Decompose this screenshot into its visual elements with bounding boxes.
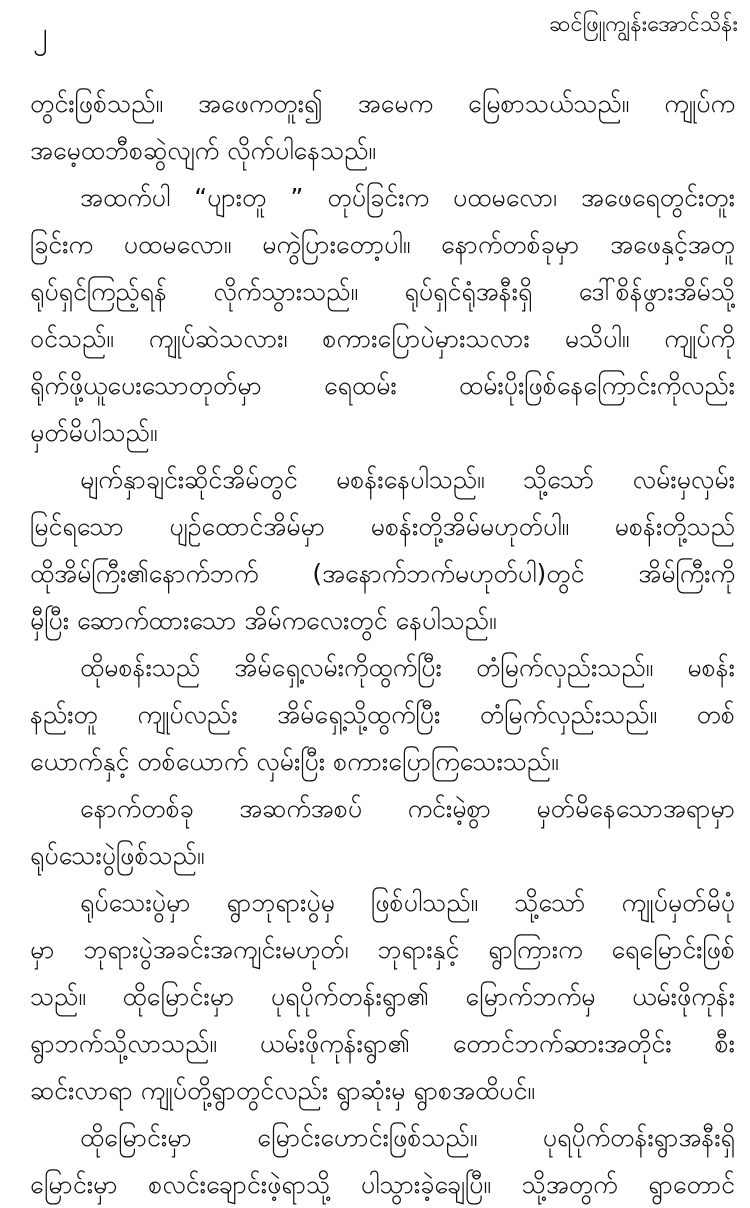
text-line: မြင်ရသော ပျဉ်ထောင်အိမ်မှာ မစန်းတို့အိမ်မဟုတ်ပါ။ မစန်းတို့သည် xyxy=(30,512,735,541)
text-line: ခြင်းက ပထမလော။ မကွဲပြားတော့ပါ။ နောက်တစ်ခုမှာ အဖေနှင့်အတူ xyxy=(30,230,735,259)
text-line: ထိုအိမ်ကြီး၏နောက်ဘက် (အနောက်ဘက်မဟုတ်ပါ)တွင် အိမ်ကြီးကို xyxy=(30,559,735,588)
text-line: ထိုမစန်းသည် အိမ်ရှေ့လမ်းကိုထွက်ပြီး တံမြက်လှည်းသည်။ မစန်း xyxy=(80,653,735,682)
text-line: ဝင်သည်။ ကျုပ်ဆဲသလား၊ စကားပြောပဲမှားသလား မသိပါ။ ကျုပ်ကို xyxy=(30,324,735,353)
text-line: ရုပ်ရှင်ကြည့်ရန် လိုက်သွားသည်။ ရုပ်ရှင်ရုံအနီးရှိ ဒေါ်စိန်ဖွားအိမ်သို့ xyxy=(30,277,735,306)
text-line: မှတ်မိပါသည်။ xyxy=(30,418,158,447)
paragraph xyxy=(30,174,735,456)
text-line: ရွာဘက်သို့လာသည်။ ယမ်းဖိုကုန်းရွာ၏ တောင်ဘက်ဆားအတိုင်း စီး xyxy=(30,1029,735,1058)
text-line: နည်းတူ ကျုပ်လည်း အိမ်ရှေ့သို့ထွက်ပြီး တံမြက်လှည်းသည်။ တစ် xyxy=(30,700,735,729)
text-line: ယောက်နှင့် တစ်ယောက် လှမ်းပြီး စကားပြောကြသေးသည်။ xyxy=(30,747,559,776)
page-header xyxy=(0,0,750,70)
text-line: ရုပ်သေးပွဲမှာ ရွာဘုရားပွဲမှ ဖြစ်ပါသည်။ သို့သော် ကျုပ်မှတ်မိပုံ xyxy=(80,888,735,917)
paragraph xyxy=(30,785,735,879)
text-line: ဆင်းလာရာ ကျုပ်တို့ရွာတွင်လည်း ရွာဆုံးမှ ရွာစအထိပင်။ xyxy=(30,1076,535,1105)
text-line: မြောင်းမှာ စလင်းချောင်းဖဲ့ရာသို့ ပါသွားခဲ့ချေပြီ။ သို့အတွက် ရွာတောင် xyxy=(30,1170,735,1199)
text-line: ရုပ်သေးပွဲဖြစ်သည်။ xyxy=(30,841,205,870)
paragraph xyxy=(30,80,735,174)
body-text xyxy=(30,80,735,1208)
text-line: နောက်တစ်ခု အဆက်အစပ် ကင်းမဲ့စွာ မှတ်မိနေသောအရာမှာ xyxy=(80,794,735,823)
text-line: မျက်နှာချင်းဆိုင်အိမ်တွင် မစန်းနေပါသည်။ သို့သော် လမ်းမှလှမ်း xyxy=(80,465,735,494)
text-line: ရိုက်ဖို့ယူပေးသောတုတ်မှာ ရေထမ်း ထမ်းပိုးဖြစ်နေကြောင်းကိုလည်း xyxy=(30,371,735,400)
text-line: ထိုမြောင်းမှာ မြောင်းဟောင်းဖြစ်သည်။ ပုရပိုက်တန်းရွာအနီးရှိ xyxy=(80,1123,735,1152)
page-number: ၂ xyxy=(33,16,48,51)
running-title: ဆင်ဖြူကျွန်းအောင်သိန်း xyxy=(549,12,738,37)
text-line: မှီပြီး ဆောက်ထားသော အိမ်ကလေးတွင် နေပါသည်။ xyxy=(30,606,497,635)
text-line: တွင်းဖြစ်သည်။ အဖေကတူး၍ အမေက မြေစာသယ်သည်။ ကျုပ်က xyxy=(30,89,735,118)
text-line: သည်။ ထိုမြောင်းမှာ ပုရပိုက်တန်းရွာ၏ မြောက်ဘက်မှ ယမ်းဖိုကုန်း xyxy=(30,982,735,1011)
paragraph xyxy=(30,1114,735,1208)
text-line: အမေ့ထဘီစဆွဲလျက် လိုက်ပါနေသည်။ xyxy=(30,136,376,165)
text-line: အထက်ပါ “ပျားတူ ” တုပ်ခြင်းက ပထမလော၊ အဖေရေတွင်းတူး xyxy=(80,183,735,212)
paragraph xyxy=(30,879,735,1114)
text-line: မှာ ဘုရားပွဲအခင်းအကျင်းမဟုတ်၊ ဘုရားနှင့် ရွာကြားက ရေမြောင်းဖြစ် xyxy=(30,935,735,964)
paragraph xyxy=(30,456,735,644)
paragraph xyxy=(30,644,735,785)
